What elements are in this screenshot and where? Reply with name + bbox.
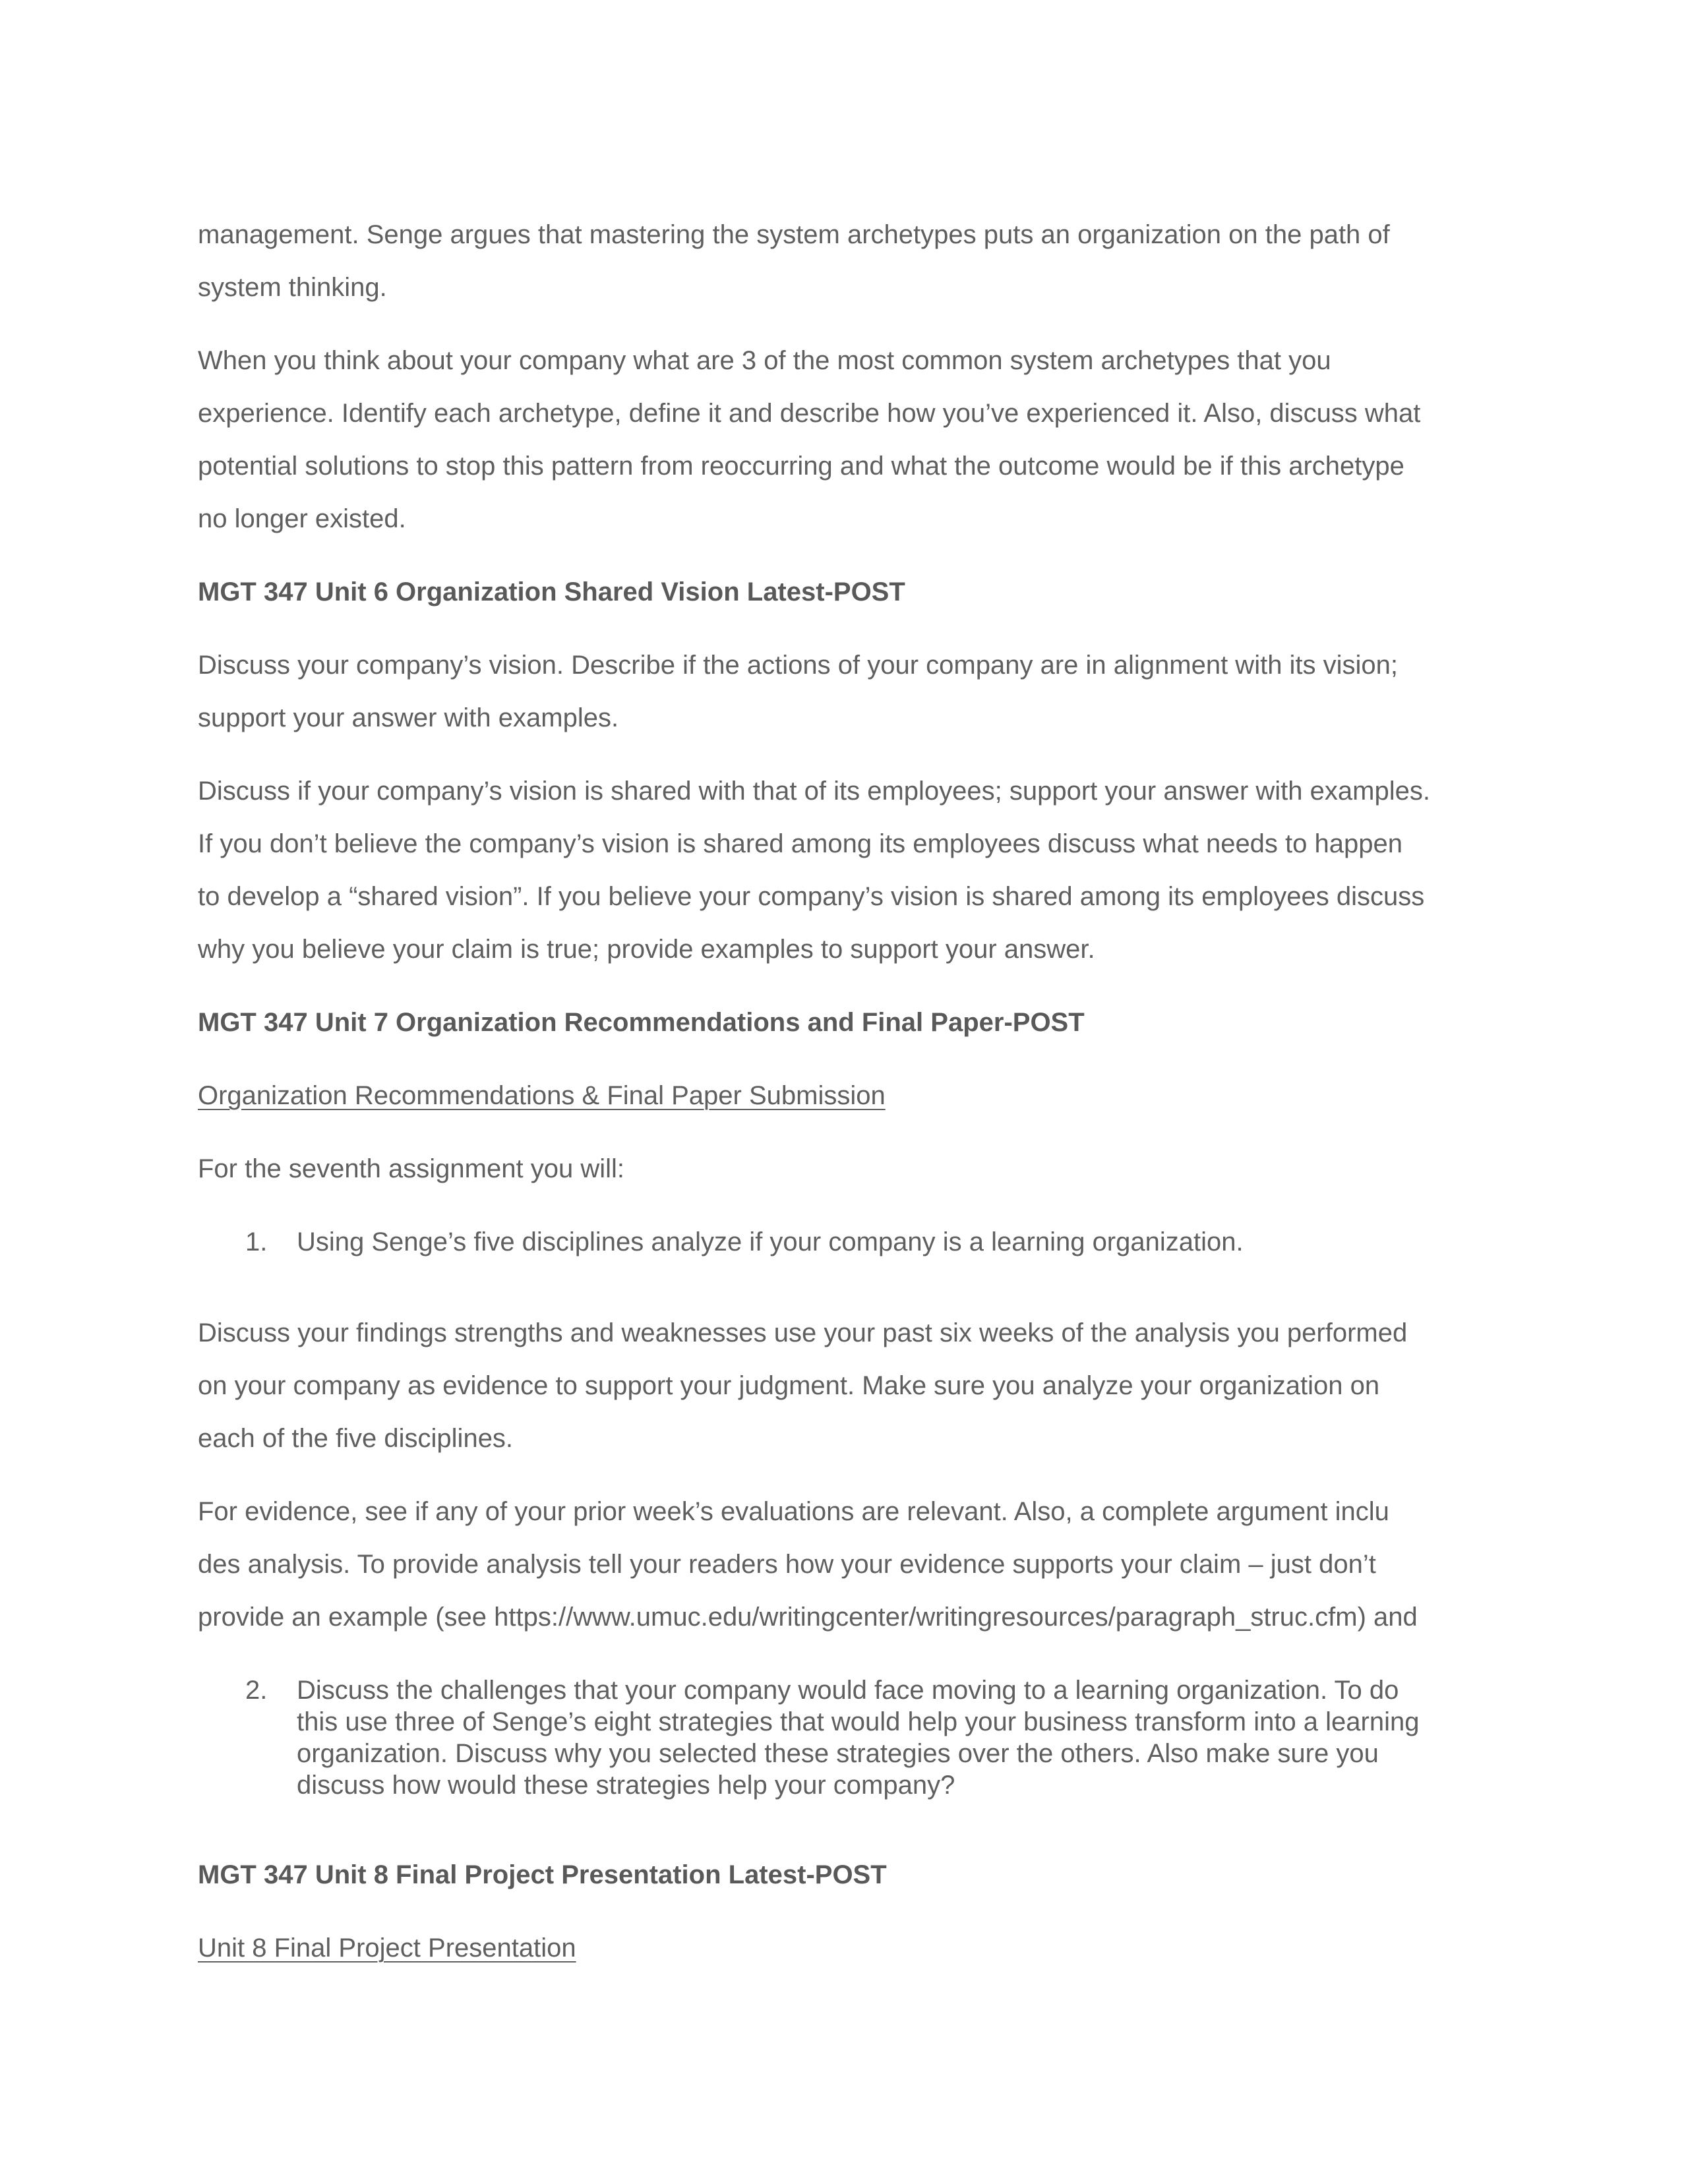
unit7-assignment-link[interactable]: Organization Recommendations & Final Paper Submission (198, 1081, 886, 1110)
list-item-text-line: discuss how would these strategies help your company? (297, 1771, 955, 1800)
text-line: experience. Identify each archetype, define it and describe how you’ve experienced it. Also, discuss what (198, 399, 1421, 428)
list-item-text-line: organization. Discuss why you selected these strategies over the others. Also make sure you (297, 1739, 1379, 1768)
text-line: des analysis. To provide analysis tell your readers how your evidence supports your claim – just don’t (198, 1550, 1376, 1579)
text-line: each of the five disciplines. (198, 1424, 514, 1453)
text-line: Discuss if your company’s vision is shared with that of its employees; support your answer with examples. (198, 777, 1430, 806)
unit7-intro-paragraph (198, 1142, 1490, 1195)
list-item-text: Using Senge’s five disciplines analyze if your company is a learning organization. (297, 1227, 1244, 1256)
text-line: no longer existed. (198, 504, 406, 533)
unit6-paragraph-2 (198, 765, 1490, 976)
text-line: to develop a “shared vision”. If you believe your company’s vision is shared among its employees discuss (198, 882, 1425, 911)
document-content (198, 208, 1490, 1995)
text-line: potential solutions to stop this pattern from reoccurring and what the outcome would be if this archetype (198, 452, 1404, 481)
unit8-heading: MGT 347 Unit 8 Final Project Presentation Latest-POST (198, 1860, 887, 1889)
list-item-text-line: Discuss the challenges that your company would face moving to a learning organization. To do (297, 1676, 1399, 1705)
list-item-1 (198, 1216, 1490, 1268)
text-line: When you think about your company what are 3 of the most common system archetypes that you (198, 346, 1331, 375)
text-line: provide an example (see https://www.umuc.edu/writingcenter/writingresources/paragraph_struc.cfm) and (198, 1603, 1418, 1632)
list-item-text-line: this use three of Senge’s eight strategies that would help your business transform into a learning (297, 1707, 1420, 1736)
unit5-question-paragraph (198, 334, 1490, 545)
unit7-paragraph-2 (198, 1485, 1490, 1643)
unit7-link-paragraph (198, 1069, 1490, 1122)
text-line: For evidence, see if any of your prior week’s evaluations are relevant. Also, a complete argument inclu (198, 1497, 1389, 1526)
unit7-paragraph-1 (198, 1307, 1490, 1465)
intro-paragraph (198, 208, 1490, 314)
unit6-heading: MGT 347 Unit 6 Organization Shared Vision Latest-POST (198, 577, 905, 606)
text-line: For the seventh assignment you will: (198, 1154, 624, 1183)
text-line: why you believe your claim is true; provide examples to support your answer. (198, 935, 1095, 964)
unit7-heading: MGT 347 Unit 7 Organization Recommendations and Final Paper-POST (198, 1008, 1085, 1037)
text-line: Discuss your findings strengths and weaknesses use your past six weeks of the analysis you performed (198, 1318, 1408, 1347)
text-line: support your answer with examples. (198, 703, 619, 732)
list-item-2 (198, 1664, 1490, 1812)
list-number: 1. (245, 1227, 268, 1256)
text-line: on your company as evidence to support your judgment. Make sure you analyze your organization on (198, 1371, 1380, 1400)
text-line: Discuss your company’s vision. Describe if the actions of your company are in alignment with its vision; (198, 651, 1399, 680)
text-line: If you don’t believe the company’s vision is shared among its employees discuss what needs to happen (198, 829, 1402, 858)
unit8-link-paragraph (198, 1922, 1490, 1974)
list-number: 2. (245, 1676, 268, 1705)
text-line: system thinking. (198, 273, 387, 302)
text-line: management. Senge argues that mastering the system archetypes puts an organization on the path of (198, 220, 1390, 249)
unit8-presentation-link[interactable]: Unit 8 Final Project Presentation (198, 1933, 576, 1963)
unit6-paragraph-1 (198, 639, 1490, 744)
